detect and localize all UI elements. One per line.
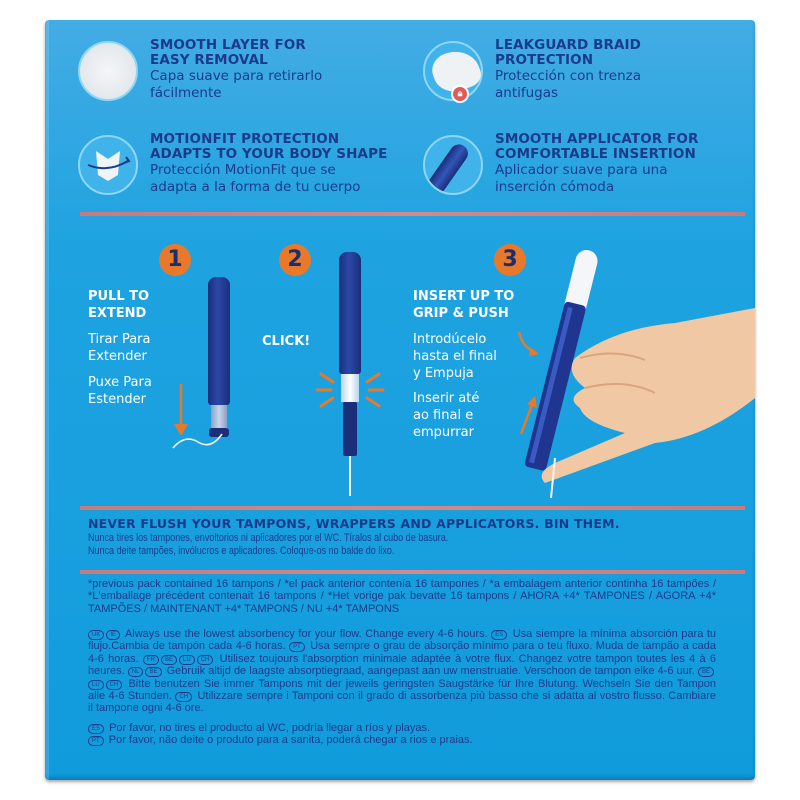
divider [80, 506, 745, 510]
feature-title: MOTIONFIT PROTECTION [150, 131, 340, 147]
step-text-line: Introdúcelo [413, 332, 487, 347]
absorbency-pt: Usa sempre o grau de absorção mínimo para o teu fluxo. Muda de tampão a cada 4-6 horas. [88, 640, 716, 665]
feature-title: SMOOTH LAYER FOR [150, 37, 306, 53]
feature-subtitle: Capa suave para retirarlo [150, 68, 323, 84]
braid-lock-icon: 🔒︎ [423, 41, 483, 101]
step-text-line: hasta el final [413, 349, 497, 364]
feature-title: PROTECTION [495, 52, 594, 68]
pack-count-note: *previous pack contained 16 tampons / *el pack anterior contenía 16 tampones / *a embalagem anterior continha 16 tampões / *L'emballage précédent contenait 16 tampons / *Het vorige pak bevatte 16 tampons / AHORA +4* TAMPONES / AGORA +4* TAMPÕES / MAINTENANT +4* TAMPONS / NU +4* TAMPONS [88, 578, 716, 615]
country-badge-be: BE [145, 667, 161, 677]
absorbency-de: Bitte benutzen Sie immer Tampons mit der jeweils geringsten Saugstärke für Ihre Blutung. Wechseln Sie den Tampon alle 4-6 Stunden. [88, 677, 716, 703]
step-title-line: INSERT UP TO [413, 289, 515, 304]
push-arrows-icon [515, 330, 555, 440]
applicator-icon [423, 135, 483, 195]
step-3-title [413, 288, 514, 322]
motionfit-icon [78, 135, 138, 195]
feature-title: LEAKGUARD BRAID [495, 37, 641, 53]
feature-smooth-layer [78, 38, 322, 102]
step-2-badge: 2 [279, 244, 311, 276]
feature-subtitle: adapta a la forma de tu cuerpo [150, 179, 361, 195]
feature-subtitle: Protección MotionFit que se [150, 162, 336, 178]
tampon-plunger [343, 402, 357, 456]
click-label: CLICK! [262, 334, 311, 349]
step-text-line: Inserir até [413, 391, 480, 406]
absorbency-es: Usa siempre la mínima absorción para tu flujo.Cambia de tampón cada 4-6 horas. [88, 628, 717, 653]
step-title-line: GRIP & PUSH [413, 306, 509, 321]
pull-down-arrow-icon [170, 382, 230, 452]
absorbency-it: Utilizzare sempre i Tamponi con il grado di assorbenza più basso che si adatta al vostro flusso. Cambiare il tampone ogni 4-6 ore. [88, 690, 716, 715]
tampon-string [349, 456, 351, 496]
country-badge-es: ES [88, 724, 104, 734]
step-3-es [413, 331, 497, 382]
step-1-badge: 1 [159, 244, 191, 276]
step-1-title [88, 288, 149, 322]
absorbency-nl: Gebruik altijd de laagste absorptiegraad, aangepast aan uw menstruatie. Verschoon de tampon elke 4-6 uur. [166, 665, 695, 678]
flush-warning-es: Nunca tires los tampones, envoltorios ni aplicadores por el WC. Tíralos al cubo de basura. [88, 532, 449, 544]
country-badge-be: BE [161, 655, 177, 665]
smooth-layer-icon [78, 41, 138, 101]
feature-title: SMOOTH APPLICATOR FOR [495, 131, 699, 147]
click-burst-icon [315, 370, 385, 410]
divider [80, 212, 745, 216]
country-badge-ch: CH [175, 692, 192, 702]
feature-title: ADAPTS TO YOUR BODY SHAPE [150, 146, 388, 162]
country-badge-pt: PT [289, 642, 305, 652]
country-badge-pt: PT [88, 736, 104, 746]
step-3-badge: 3 [494, 244, 526, 276]
step-text-line: empurrar [413, 425, 474, 440]
flush-warning-pt: Nunca deite tampões, invólucros e aplicadores. Coloque-os no balde do lixo. [88, 545, 395, 557]
absorbency-fr: Utilisez toujours l'absorption minimale adaptée à votre flux. Changez votre tampon toutes les 4 à 6 heures. [88, 652, 717, 678]
country-badge-be: BE [698, 667, 714, 677]
country-badge-uk: UK [88, 630, 104, 640]
step-text-line: Puxe Para [88, 375, 152, 390]
tampon-illustration-2 [339, 252, 361, 374]
feature-smooth-applicator [423, 132, 698, 196]
step-text-line: Estender [88, 392, 146, 407]
country-badge-ie: IE [106, 630, 120, 640]
step-title-line: PULL TO [88, 289, 150, 304]
feature-leakguard [423, 38, 641, 102]
country-badge-fr: FR [143, 655, 159, 665]
country-badge-nl: NL [128, 667, 144, 677]
feature-motionfit [78, 132, 387, 196]
feature-title: COMFORTABLE INSERTION [495, 146, 696, 162]
feature-subtitle: Protección con trenza [495, 68, 642, 84]
step-text-line: Extender [88, 349, 147, 364]
feature-title: EASY REMOVAL [150, 52, 268, 68]
disposal-pt: Por favor, não deite o produto para a sanita, poderá chegar a rios e praias. [108, 734, 473, 747]
step-text-line: y Empuja [413, 366, 474, 381]
country-badge-ch: CH [197, 655, 214, 665]
divider [80, 570, 745, 574]
disposal-es: Por favor, no tires el producto al WC, podría llegar a ríos y playas. [109, 722, 431, 734]
disposal-instructions [88, 722, 716, 747]
step-1-pt [88, 374, 152, 408]
step-title-line: EXTEND [88, 306, 147, 321]
step-3-pt [413, 390, 479, 441]
feature-subtitle: inserción cómoda [495, 179, 615, 195]
feature-subtitle: antifugas [495, 85, 559, 101]
absorbency-instructions [88, 628, 716, 715]
step-1-es [88, 331, 150, 365]
absorbency-en: Always use the lowest absorbency for your flow. Change every 4-6 hours. [124, 628, 488, 640]
country-badge-es: ES [491, 630, 507, 640]
step-text-line: Tirar Para [88, 332, 151, 347]
package-back-panel [45, 20, 755, 780]
country-badge-lu: LU [179, 655, 195, 665]
flush-warning-title: NEVER FLUSH YOUR TAMPONS, WRAPPERS AND APPLICATORS. BIN THEM. [88, 516, 620, 531]
feature-subtitle: Aplicador suave para una [495, 162, 668, 178]
country-badge-ch: CH [106, 680, 123, 690]
feature-subtitle: fácilmente [150, 85, 222, 101]
country-badge-lu: LU [88, 680, 104, 690]
step-text-line: ao final e [413, 408, 474, 423]
